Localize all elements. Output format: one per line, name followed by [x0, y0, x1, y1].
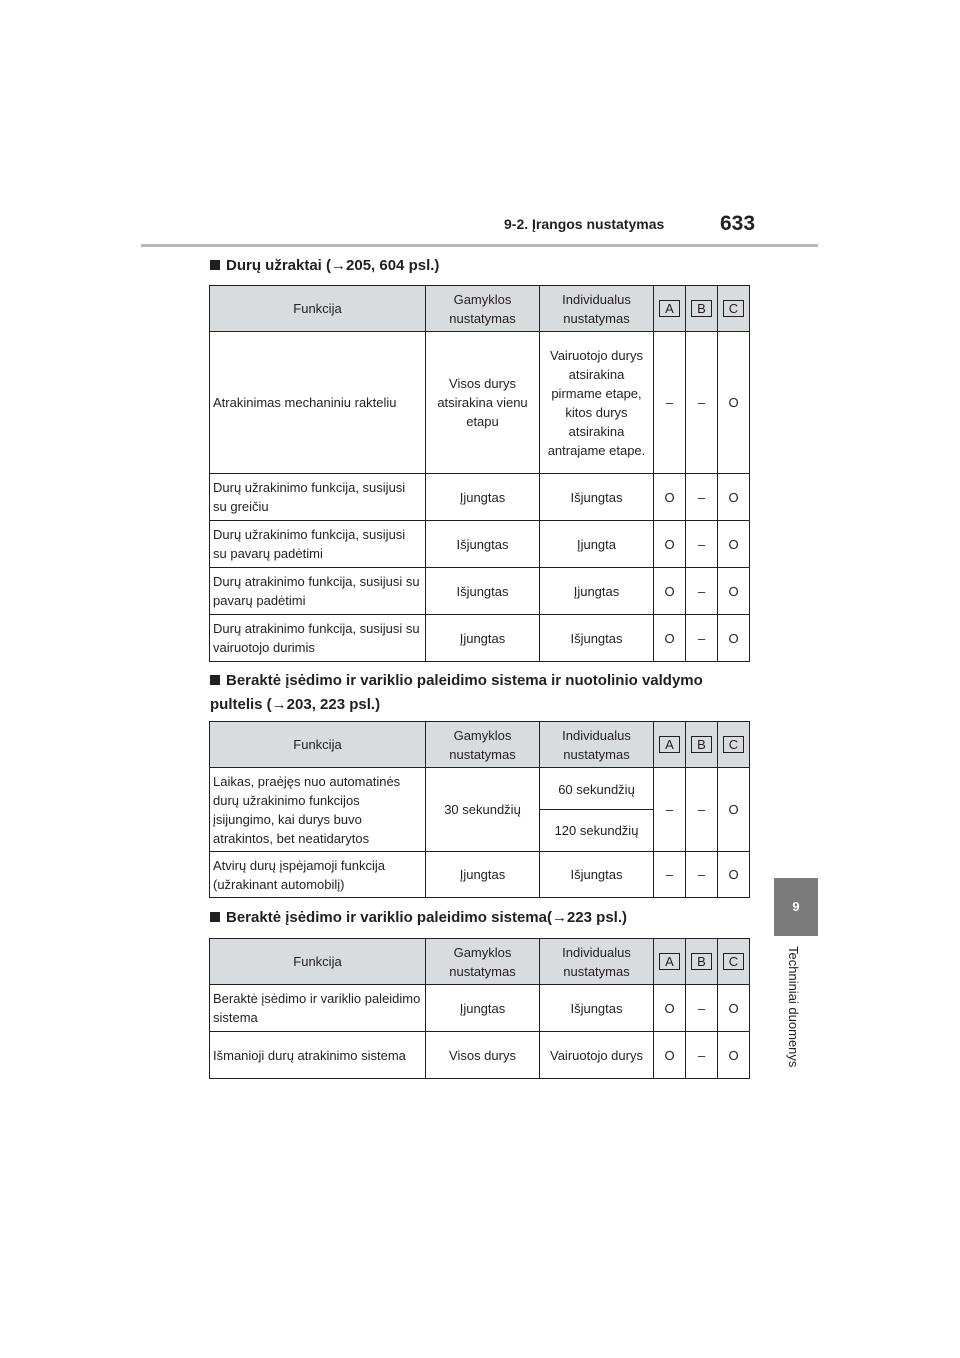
- badge-c: C: [723, 953, 744, 970]
- chapter-header: 9-2. Įrangos nustatymas: [504, 216, 665, 232]
- function-cell: Durų užrakinimo funkcija, susijusi su greičiu: [210, 474, 426, 521]
- table-header-row: [210, 939, 750, 985]
- mark-a-cell: O: [654, 568, 686, 615]
- mark-b-cell: –: [686, 474, 718, 521]
- mark-a-cell: O: [654, 521, 686, 568]
- mark-b-cell: –: [686, 1032, 718, 1079]
- column-header-custom: Individualus nustatymas: [540, 286, 654, 332]
- factory-cell: Visos durys: [426, 1032, 540, 1079]
- function-cell: Atrakinimas mechaniniu rakteliu: [210, 332, 426, 474]
- mark-a-cell: –: [654, 332, 686, 474]
- smart-entry-remote-table: [209, 721, 750, 898]
- mark-b-cell: –: [686, 521, 718, 568]
- mark-c-cell: O: [718, 332, 750, 474]
- function-cell: Beraktė įsėdimo ir variklio paleidimo sistema: [210, 985, 426, 1032]
- square-bullet-icon: [210, 675, 220, 685]
- section-title-smart-entry: Beraktė įsėdimo ir variklio paleidimo sistema(→223 psl.): [210, 906, 755, 930]
- custom-cell: Vairuotojo durys atsirakina pirmame etape, kitos durys atsirakina antrajame etape.: [540, 332, 654, 474]
- door-locks-table: [209, 285, 750, 662]
- mark-c-cell: O: [718, 615, 750, 662]
- custom-cell: Vairuotojo durys: [540, 1032, 654, 1079]
- function-cell: Durų užrakinimo funkcija, susijusi su pavarų padėtimi: [210, 521, 426, 568]
- mark-c-cell: O: [718, 568, 750, 615]
- table-row: [210, 521, 750, 568]
- mark-a-cell: O: [654, 615, 686, 662]
- square-bullet-icon: [210, 912, 220, 922]
- factory-cell: Išjungtas: [426, 521, 540, 568]
- column-header-function: Funkcija: [210, 286, 426, 332]
- mark-c-cell: O: [718, 768, 750, 852]
- table-row: [210, 1032, 750, 1079]
- page-number: 633: [720, 212, 756, 235]
- mark-c-cell: O: [718, 474, 750, 521]
- badge-c: C: [723, 300, 744, 317]
- column-header-custom: Individualus nustatymas: [540, 939, 654, 985]
- column-header-function: Funkcija: [210, 939, 426, 985]
- custom-cell: Išjungtas: [540, 985, 654, 1032]
- mark-b-cell: –: [686, 985, 718, 1032]
- column-header-factory: Gamyklos nustatymas: [426, 939, 540, 985]
- factory-cell: Įjungtas: [426, 474, 540, 521]
- factory-cell: Išjungtas: [426, 568, 540, 615]
- table-header-row: [210, 722, 750, 768]
- chapter-tab: 9: [774, 878, 818, 936]
- badge-c: C: [723, 736, 744, 753]
- mark-a-cell: O: [654, 474, 686, 521]
- table-row: [210, 985, 750, 1032]
- custom-cell: Įjungtas: [540, 568, 654, 615]
- mark-a-cell: O: [654, 985, 686, 1032]
- function-cell: Išmanioji durų atrakinimo sistema: [210, 1032, 426, 1079]
- mark-c-cell: O: [718, 521, 750, 568]
- badge-b: B: [691, 300, 712, 317]
- smart-entry-table: [209, 938, 750, 1079]
- section-title-smart-entry-remote: Beraktė įsėdimo ir variklio paleidimo sistema ir nuotolinio valdymo pultelis (→203, 223 psl.): [210, 672, 703, 713]
- table-row: [210, 852, 750, 898]
- section-title-door-locks: Durų užraktai (→205, 604 psl.): [210, 254, 755, 278]
- badge-b: B: [691, 953, 712, 970]
- factory-cell: Įjungtas: [426, 852, 540, 898]
- custom-cell: 120 sekundžių: [554, 822, 639, 838]
- chapter-tab-label: Techniniai duomenys: [786, 946, 801, 1068]
- table-row: [210, 568, 750, 615]
- mark-b-cell: –: [686, 852, 718, 898]
- table-row: [210, 615, 750, 662]
- custom-cell: Išjungtas: [540, 615, 654, 662]
- badge-a: A: [659, 736, 680, 753]
- table-header-row: [210, 286, 750, 332]
- mark-c-cell: O: [718, 985, 750, 1032]
- custom-cell: Išjungtas: [540, 852, 654, 898]
- mark-c-cell: O: [718, 1032, 750, 1079]
- mark-a-cell: –: [654, 768, 686, 852]
- mark-c-cell: O: [718, 852, 750, 898]
- function-cell: Durų atrakinimo funkcija, susijusi su vairuotojo durimis: [210, 615, 426, 662]
- factory-cell: 30 sekundžių: [426, 768, 540, 852]
- table-row: [210, 332, 750, 474]
- mark-b-cell: –: [686, 332, 718, 474]
- square-bullet-icon: [210, 260, 220, 270]
- mark-b-cell: –: [686, 615, 718, 662]
- column-header-custom: Individualus nustatymas: [540, 722, 654, 768]
- mark-a-cell: O: [654, 1032, 686, 1079]
- mark-a-cell: –: [654, 852, 686, 898]
- factory-cell: Visos durys atsirakina vienu etapu: [426, 332, 540, 474]
- custom-cell: 60 sekundžių: [540, 769, 653, 810]
- badge-b: B: [691, 736, 712, 753]
- custom-cell: Įjungta: [540, 521, 654, 568]
- mark-b-cell: –: [686, 568, 718, 615]
- function-cell: Laikas, praėjęs nuo automatinės durų užrakinimo funkcijos įsijungimo, kai durys buvo atrakintos, bet neatidarytos: [210, 768, 426, 852]
- function-cell: Atvirų durų įspėjamoji funkcija (užrakinant automobilį): [210, 852, 426, 898]
- table-row: [210, 474, 750, 521]
- custom-cell: Išjungtas: [540, 474, 654, 521]
- function-cell: Durų atrakinimo funkcija, susijusi su pavarų padėtimi: [210, 568, 426, 615]
- factory-cell: Įjungtas: [426, 985, 540, 1032]
- badge-a: A: [659, 300, 680, 317]
- table-row: [210, 768, 750, 852]
- column-header-function: Funkcija: [210, 722, 426, 768]
- badge-a: A: [659, 953, 680, 970]
- factory-cell: Įjungtas: [426, 615, 540, 662]
- header-divider: [141, 244, 818, 247]
- column-header-factory: Gamyklos nustatymas: [426, 722, 540, 768]
- mark-b-cell: –: [686, 768, 718, 852]
- column-header-factory: Gamyklos nustatymas: [426, 286, 540, 332]
